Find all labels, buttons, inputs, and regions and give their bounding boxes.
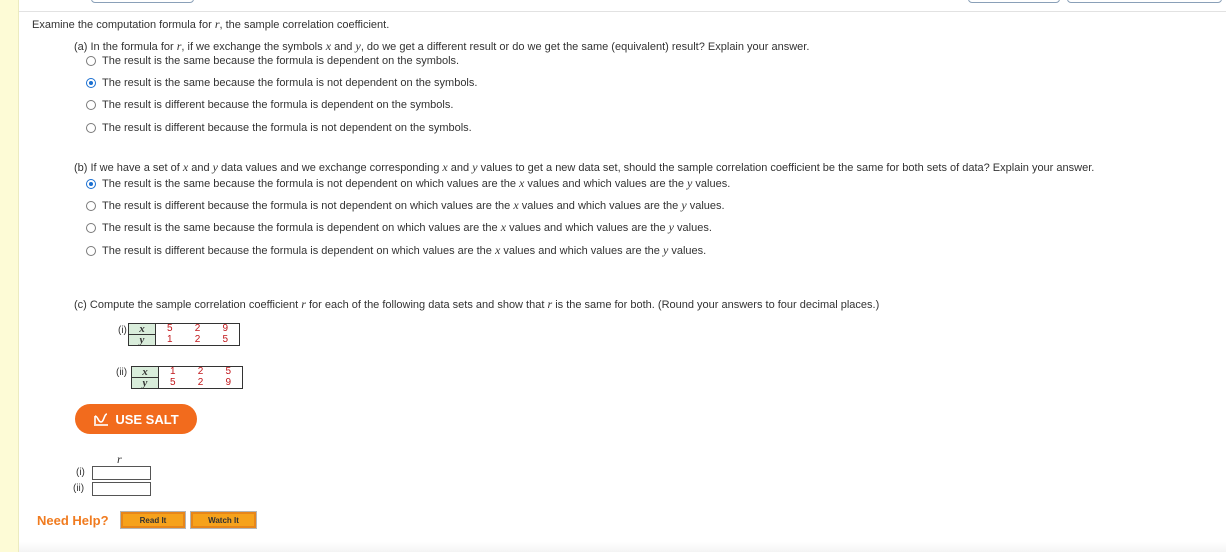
choice-label: The result is the same because the formula is dependent on which values are the x values and which values are the y values. <box>102 220 712 234</box>
choice-label: The result is different because the formula is dependent on which values are the x values and which values are the y values. <box>102 243 707 257</box>
choice-label: The result is different because the formula is not dependent on which values are the x values and which values are the y values. <box>102 198 725 212</box>
use-salt-label: USE SALT <box>115 411 179 427</box>
x-header: x <box>132 367 159 378</box>
part-a-choice[interactable] <box>86 99 453 111</box>
table-cell: 2 <box>184 324 212 335</box>
bottom-edge <box>19 542 1226 552</box>
part-a-choice[interactable] <box>86 122 472 134</box>
use-salt-button[interactable] <box>75 404 197 434</box>
table-ii-label: (ii) <box>116 367 128 378</box>
part-b-choice[interactable] <box>86 198 725 213</box>
answer-input-ii[interactable] <box>92 482 151 496</box>
question-intro: Examine the computation formula for r, the sample correlation coefficient. <box>32 17 390 31</box>
choice-label: The result is the same because the formula is not dependent on which values are the x values and which values are the y values. <box>102 176 731 190</box>
table-cell: 2 <box>187 367 215 378</box>
choice-label: The result is the same because the formula is not dependent on the symbols. <box>102 77 478 89</box>
table-row-x <box>129 324 240 335</box>
part-a-choice[interactable] <box>86 55 459 67</box>
radio-button-selected[interactable] <box>86 78 96 88</box>
answer-label-ii: (ii) <box>73 483 85 494</box>
table-row-y <box>129 335 240 346</box>
radio-button[interactable] <box>86 246 96 256</box>
radio-button[interactable] <box>86 223 96 233</box>
salt-chart-icon <box>93 412 109 426</box>
data-table-ii <box>131 366 243 389</box>
table-cell: 5 <box>159 378 187 389</box>
data-table-i <box>128 323 240 346</box>
radio-button[interactable] <box>86 201 96 211</box>
table-row-x <box>132 367 243 378</box>
y-header: y <box>129 335 156 346</box>
table-cell: 9 <box>215 378 243 389</box>
table-row-y <box>132 378 243 389</box>
part-a-question: (a) In the formula for r, if we exchange the symbols x and y, do we get a different result or do we get the same (equivalent) result? Explain your answer. <box>74 39 810 53</box>
radio-button[interactable] <box>86 56 96 66</box>
table-i-label: (i) <box>118 325 127 336</box>
top-tab-left[interactable] <box>91 0 194 3</box>
y-header: y <box>132 378 159 389</box>
part-b-question: (b) If we have a set of x and y data values and we exchange corresponding x and y values to get a new data set, should the sample correlation coefficient be the same for both sets of data? Explain your answer. <box>74 160 1095 174</box>
top-tab-right-1[interactable] <box>968 0 1060 3</box>
part-b-choice[interactable] <box>86 243 706 258</box>
part-a-choice[interactable] <box>86 77 477 89</box>
radio-button[interactable] <box>86 100 96 110</box>
watch-it-button[interactable]: Watch It <box>191 512 256 528</box>
table-cell: 2 <box>187 378 215 389</box>
table-cell: 5 <box>156 324 184 335</box>
answer-column-header: r <box>117 452 122 466</box>
table-cell: 1 <box>159 367 187 378</box>
part-c-question: (c) Compute the sample correlation coefficient r for each of the following data sets and show that r is the same for both. (Round your answers to four decimal places.) <box>74 297 880 311</box>
choice-label: The result is the same because the formula is dependent on the symbols. <box>102 55 460 67</box>
table-cell: 1 <box>156 335 184 346</box>
part-b-choice[interactable] <box>86 176 730 191</box>
radio-button[interactable] <box>86 123 96 133</box>
table-cell: 5 <box>215 367 243 378</box>
part-b-choice[interactable] <box>86 220 712 235</box>
table-cell: 9 <box>212 324 240 335</box>
answer-label-i: (i) <box>76 467 85 478</box>
need-help-label: Need Help? <box>37 513 109 528</box>
radio-button-selected[interactable] <box>86 179 96 189</box>
left-margin-bar <box>0 0 19 552</box>
table-cell: 5 <box>212 335 240 346</box>
choice-label: The result is different because the formula is dependent on the symbols. <box>102 99 454 111</box>
table-cell: 2 <box>184 335 212 346</box>
read-it-button[interactable]: Read It <box>121 512 185 528</box>
top-tab-right-2[interactable] <box>1067 0 1222 3</box>
answer-input-i[interactable] <box>92 466 151 480</box>
top-toolbar-strip <box>19 0 1226 12</box>
x-header: x <box>129 324 156 335</box>
choice-label: The result is different because the formula is not dependent on the symbols. <box>102 122 472 134</box>
